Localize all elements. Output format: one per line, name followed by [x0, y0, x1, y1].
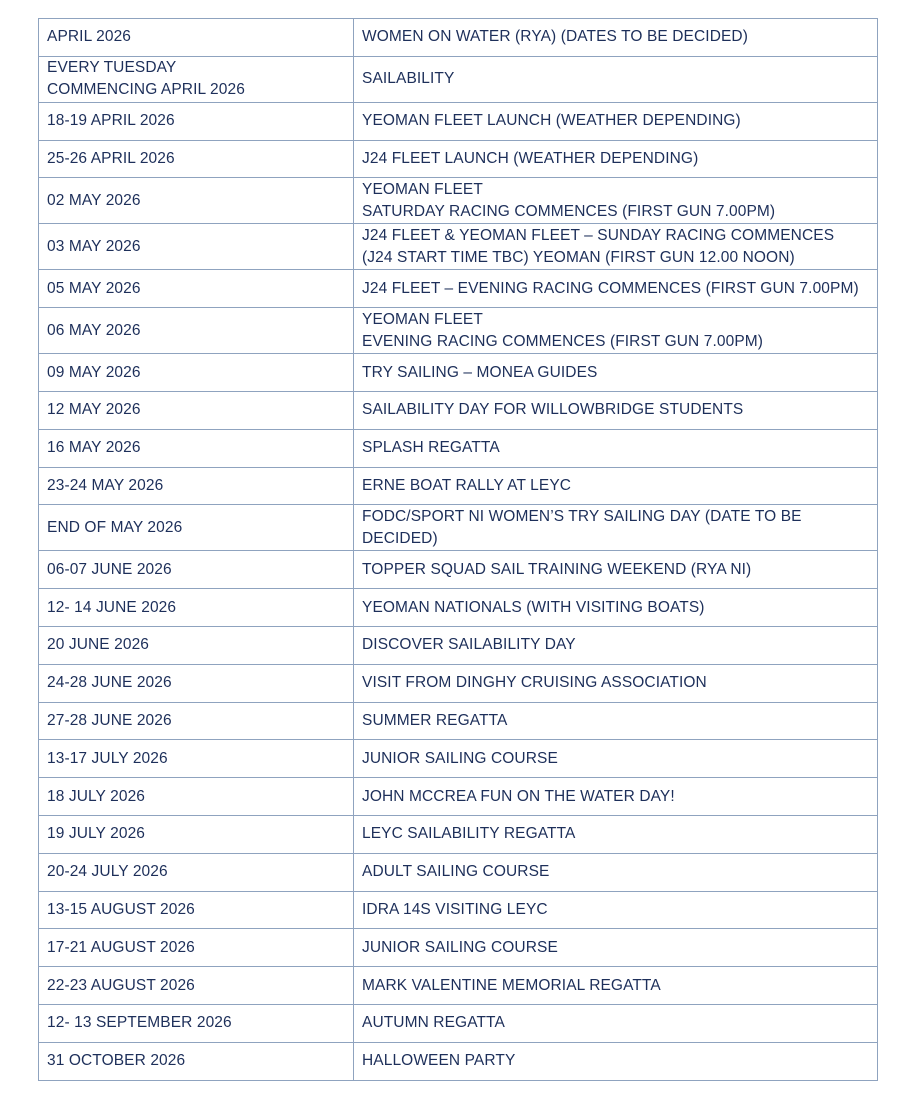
date-cell: 06-07 JUNE 2026 — [39, 551, 354, 589]
table-row — [39, 664, 878, 702]
table-row — [39, 815, 878, 853]
table-row — [39, 778, 878, 816]
table-row — [39, 589, 878, 627]
date-cell: EVERY TUESDAY COMMENCING APRIL 2026 — [39, 56, 354, 102]
table-row — [39, 102, 878, 140]
table-row — [39, 391, 878, 429]
table-row — [39, 853, 878, 891]
event-cell: YEOMAN FLEET LAUNCH (WEATHER DEPENDING) — [354, 102, 878, 140]
date-cell: 22-23 AUGUST 2026 — [39, 967, 354, 1005]
date-cell: 09 MAY 2026 — [39, 354, 354, 392]
event-cell: SAILABILITY DAY FOR WILLOWBRIDGE STUDENTS — [354, 391, 878, 429]
date-cell: 13-17 JULY 2026 — [39, 740, 354, 778]
event-cell: TRY SAILING – MONEA GUIDES — [354, 354, 878, 392]
date-cell: 03 MAY 2026 — [39, 224, 354, 270]
event-cell: SPLASH REGATTA — [354, 429, 878, 467]
event-cell: YEOMAN NATIONALS (WITH VISITING BOATS) — [354, 589, 878, 627]
table-row — [39, 929, 878, 967]
event-cell: J24 FLEET LAUNCH (WEATHER DEPENDING) — [354, 140, 878, 178]
date-cell: 17-21 AUGUST 2026 — [39, 929, 354, 967]
event-cell: J24 FLEET – EVENING RACING COMMENCES (FIRST GUN 7.00PM) — [354, 270, 878, 308]
date-cell: 24-28 JUNE 2026 — [39, 664, 354, 702]
events-schedule-table — [38, 18, 878, 1081]
table-row — [39, 967, 878, 1005]
table-row — [39, 140, 878, 178]
event-cell: WOMEN ON WATER (RYA) (DATES TO BE DECIDED) — [354, 19, 878, 57]
table-row — [39, 891, 878, 929]
date-cell: 12 MAY 2026 — [39, 391, 354, 429]
event-cell: TOPPER SQUAD SAIL TRAINING WEEKEND (RYA NI) — [354, 551, 878, 589]
date-cell: 16 MAY 2026 — [39, 429, 354, 467]
table-row — [39, 354, 878, 392]
event-cell: FODC/SPORT NI WOMEN’S TRY SAILING DAY (DATE TO BE DECIDED) — [354, 505, 878, 551]
event-cell: LEYC SAILABILITY REGATTA — [354, 815, 878, 853]
table-row — [39, 429, 878, 467]
event-cell: AUTUMN REGATTA — [354, 1004, 878, 1042]
date-cell: APRIL 2026 — [39, 19, 354, 57]
table-row — [39, 702, 878, 740]
date-cell: 19 JULY 2026 — [39, 815, 354, 853]
event-cell: JUNIOR SAILING COURSE — [354, 929, 878, 967]
event-cell: DISCOVER SAILABILITY DAY — [354, 626, 878, 664]
table-row — [39, 1042, 878, 1080]
event-cell: JOHN MCCREA FUN ON THE WATER DAY! — [354, 778, 878, 816]
event-cell: MARK VALENTINE MEMORIAL REGATTA — [354, 967, 878, 1005]
schedule-body — [39, 19, 878, 1081]
event-cell: JUNIOR SAILING COURSE — [354, 740, 878, 778]
table-row — [39, 626, 878, 664]
date-cell: 12- 14 JUNE 2026 — [39, 589, 354, 627]
date-cell: 31 OCTOBER 2026 — [39, 1042, 354, 1080]
event-cell: SUMMER REGATTA — [354, 702, 878, 740]
date-cell: 23-24 MAY 2026 — [39, 467, 354, 505]
table-row — [39, 270, 878, 308]
event-cell: YEOMAN FLEET EVENING RACING COMMENCES (FIRST GUN 7.00PM) — [354, 308, 878, 354]
table-row — [39, 551, 878, 589]
table-row — [39, 19, 878, 57]
date-cell: 27-28 JUNE 2026 — [39, 702, 354, 740]
table-row — [39, 178, 878, 224]
event-cell: VISIT FROM DINGHY CRUISING ASSOCIATION — [354, 664, 878, 702]
date-cell: 25-26 APRIL 2026 — [39, 140, 354, 178]
date-cell: 18 JULY 2026 — [39, 778, 354, 816]
event-cell: ERNE BOAT RALLY AT LEYC — [354, 467, 878, 505]
table-row — [39, 467, 878, 505]
event-cell: YEOMAN FLEET SATURDAY RACING COMMENCES (FIRST GUN 7.00PM) — [354, 178, 878, 224]
table-row — [39, 308, 878, 354]
table-row — [39, 740, 878, 778]
date-cell: 20-24 JULY 2026 — [39, 853, 354, 891]
table-row — [39, 1004, 878, 1042]
event-cell: HALLOWEEN PARTY — [354, 1042, 878, 1080]
table-row — [39, 224, 878, 270]
event-cell: J24 FLEET & YEOMAN FLEET – SUNDAY RACING COMMENCES (J24 START TIME TBC) YEOMAN (FIRST GUN 12.00 NOON) — [354, 224, 878, 270]
date-cell: 12- 13 SEPTEMBER 2026 — [39, 1004, 354, 1042]
event-cell: SAILABILITY — [354, 56, 878, 102]
date-cell: 02 MAY 2026 — [39, 178, 354, 224]
table-row — [39, 56, 878, 102]
event-cell: ADULT SAILING COURSE — [354, 853, 878, 891]
date-cell: 18-19 APRIL 2026 — [39, 102, 354, 140]
date-cell: 05 MAY 2026 — [39, 270, 354, 308]
date-cell: END OF MAY 2026 — [39, 505, 354, 551]
event-cell: IDRA 14S VISITING LEYC — [354, 891, 878, 929]
date-cell: 06 MAY 2026 — [39, 308, 354, 354]
table-row — [39, 505, 878, 551]
date-cell: 13-15 AUGUST 2026 — [39, 891, 354, 929]
date-cell: 20 JUNE 2026 — [39, 626, 354, 664]
